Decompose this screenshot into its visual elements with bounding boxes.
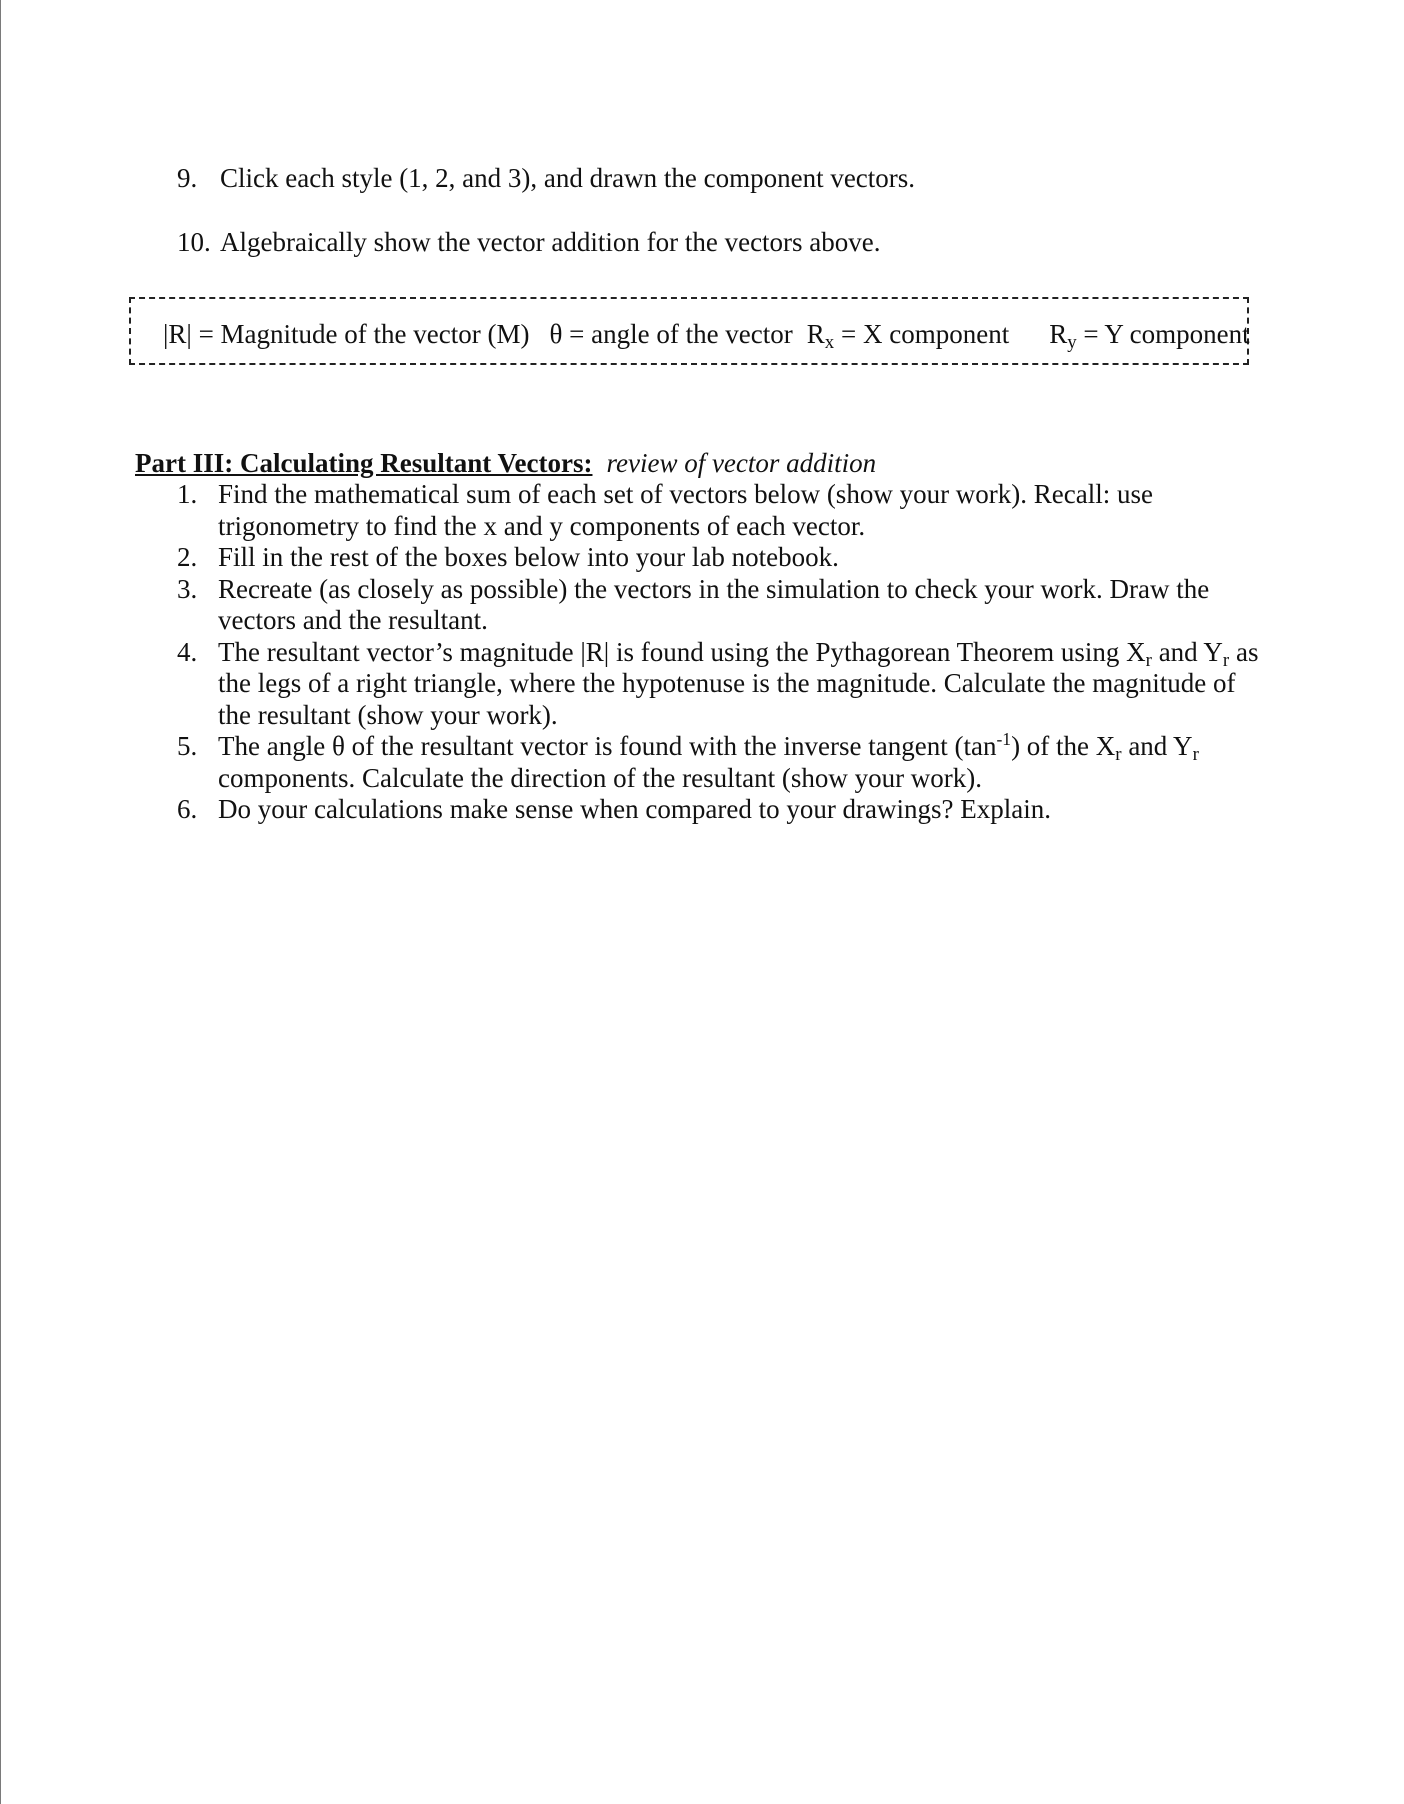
step-text: Click each style (1, 2, and 3), and drawn the component vectors. [220,163,916,193]
item-text: Recreate (as closely as possible) the vectors in the simulation to check your work. Draw the vectors and the resultant. [218,573,1210,635]
item-text: Fill in the rest of the boxes below into your lab notebook. [218,542,839,572]
part3-instructions [177,479,1267,826]
item-number: 1. [177,479,198,509]
item-number: 2. [177,542,198,572]
item-text: The resultant vector’s magnitude |R| is found using the Pythagorean Theorem using $X_r$ and $Y_r$ as the legs of a right triangle, where the hypotenuse is the magnitude. Calculate the magnitude of the resultant (show your work). [218,636,1259,730]
legend-text [163,318,1250,353]
legend-rx: $R_x = X$ component [806,319,1010,353]
item-text: Find the mathematical sum of each set of vectors below (show your work). Recall: use trigonometry to find the x and y components of each vector. [218,479,1153,541]
instruction-item-1 [177,479,1267,542]
instruction-item-3 [177,574,1267,637]
step-number: 10. [177,227,211,257]
part3-subtitle: review of vector addition [606,448,877,478]
instruction-item-4 [177,637,1267,732]
step-9 [177,162,915,194]
part3-heading [135,447,876,479]
page-left-edge [0,0,1,1804]
item-number: 3. [177,573,198,604]
item-number: 4. [177,636,198,667]
item-number: 6. [177,794,198,824]
step-10 [177,226,881,258]
item-text: The angle θ of the resultant vector is found with the inverse tangent $(\tan^{-1})$ of the $X_r$ and $Y_r$ components. Calculate the direction of the resultant (show your work). [218,729,1199,793]
item-number: 5. [177,731,198,761]
legend-ry: $R_y = Y$ component [1049,319,1250,353]
instruction-item-2 [177,542,1267,574]
part3-title: Part III: Calculating Resultant Vectors: [135,448,593,478]
legend-angle: θ = angle of the vector [549,319,793,349]
instruction-item-6 [177,794,1267,826]
step-text: Algebraically show the vector addition for the vectors above. [220,227,881,257]
instruction-item-5 [177,731,1267,794]
item-text: Do your calculations make sense when compared to your drawings? Explain. [218,794,1052,824]
step-number: 9. [177,163,198,193]
legend-magnitude: |R| = Magnitude of the vector (M) [163,319,530,349]
